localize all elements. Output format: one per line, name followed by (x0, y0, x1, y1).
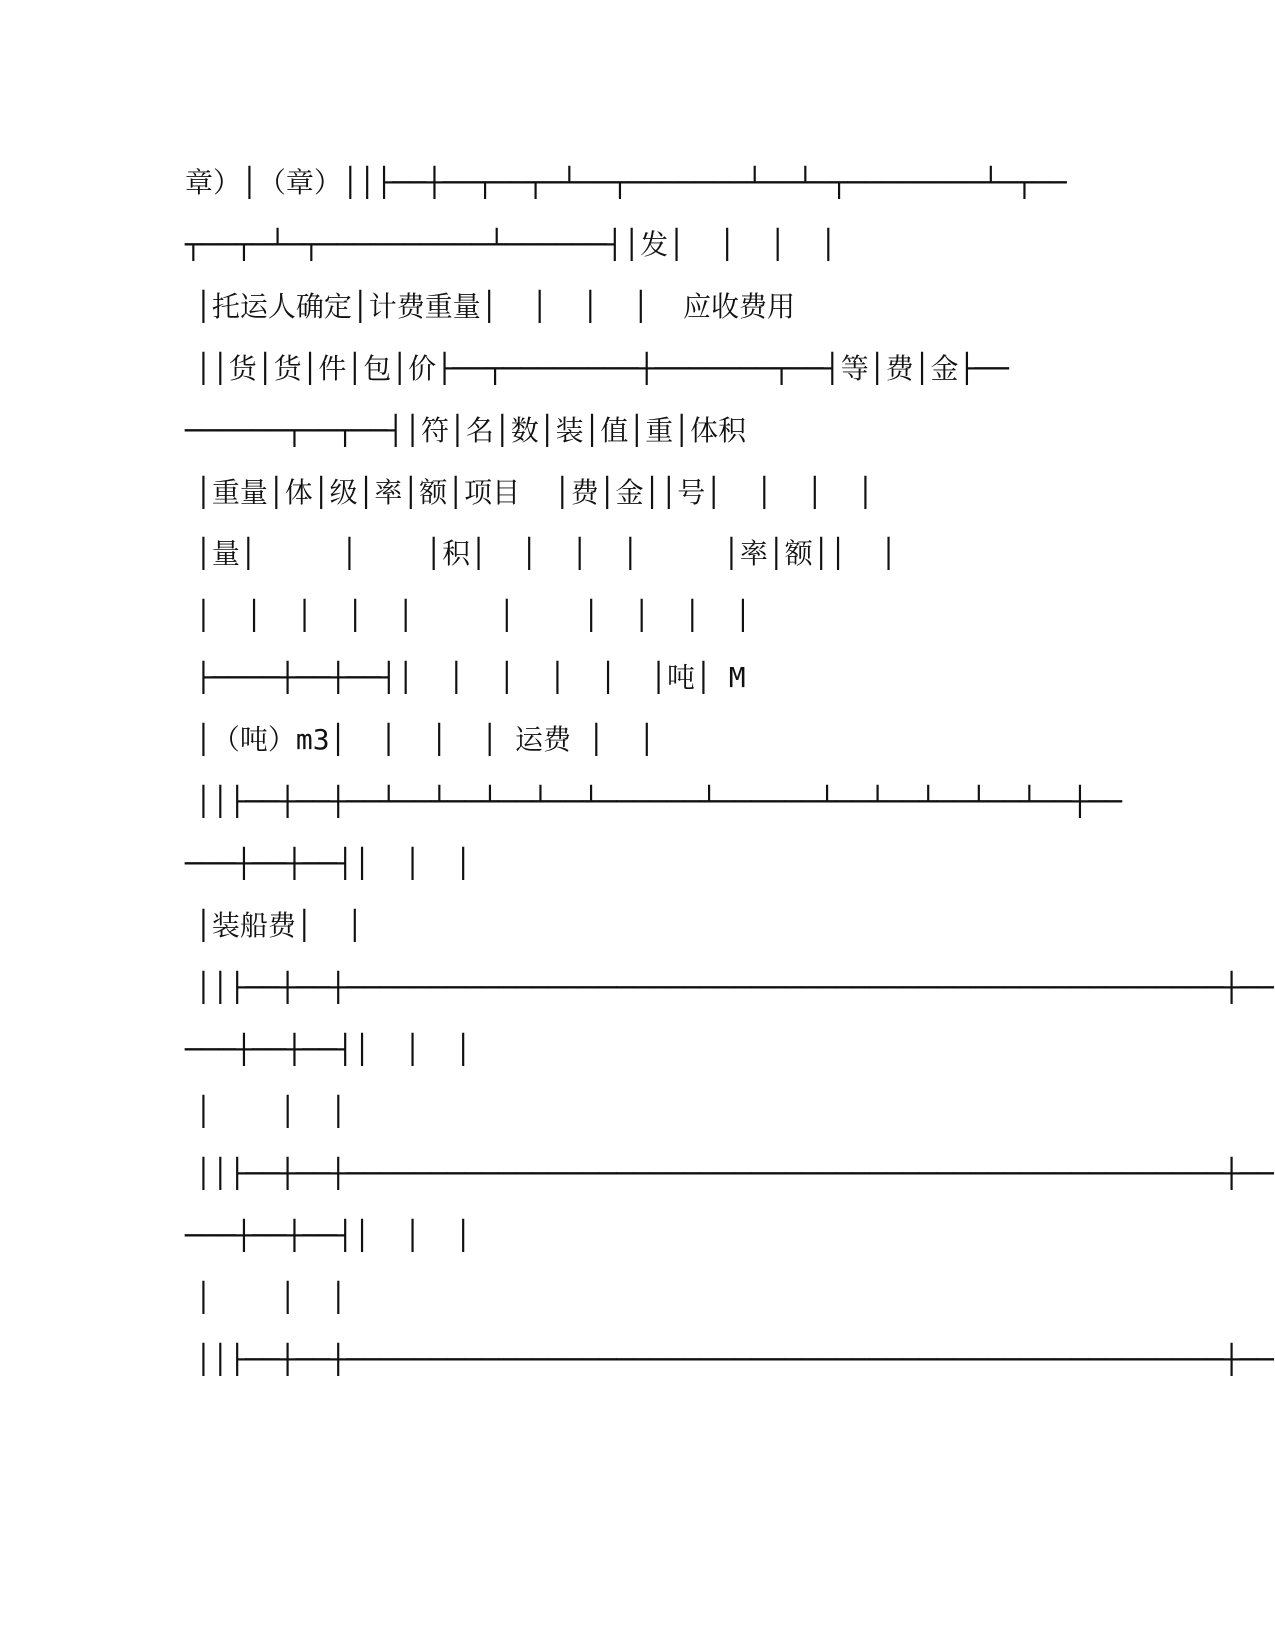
text-line: ││├──┼──┼────────────────────────────────────────────────────┼── (195, 1157, 1274, 1190)
text-line: ───┼──┼──┤│ │ │ (185, 847, 472, 880)
text-line: │装船费│ │ (195, 909, 364, 942)
text-line: ├────┼──┼──┤│ │ │ │ │ │吨│ M (195, 661, 746, 694)
text-line: │重量│体│级│率│额│项目 │费│金││号│ │ │ │ (195, 476, 874, 509)
text-line: ││├──┼──┼────────────────────────────────────────────────────┼── (195, 1343, 1274, 1376)
text-line: │（吨）m3│ │ │ │ 运费 │ │ (195, 723, 656, 756)
text-line: │量│ │ │积│ │ │ │ │率│额││ │ (195, 537, 898, 570)
text-line: ───┼──┼──┤│ │ │ (185, 1219, 472, 1252)
text-line: ││货│货│件│包│价├──┬────────┼───────┬──┤等│费│金├── (195, 352, 1010, 385)
text-line: │ │ │ (195, 1281, 347, 1314)
text-line: ──────┬──┬──┤│符│名│数│装│值│重│体积 (185, 414, 747, 447)
text-line: 章）│（章）││├──┼──┬──┬─┴──┬───────┴──┴─┬────────┴─┬── (185, 166, 1067, 199)
text-line: │ │ │ (195, 1095, 347, 1128)
text-line: │ │ │ │ │ │ │ │ │ │ (195, 599, 752, 632)
text-line: ││├──┼──┼────────────────────────────────────────────────────┼── (195, 971, 1274, 1004)
text-line: │托运人确定│计费重量│ │ │ │ 应收费用 (195, 290, 796, 323)
text-line: ───┼──┼──┤│ │ │ (185, 1033, 472, 1066)
text-line: ││├──┼──┼──┴──┴──┴──┴──┴──────┴──────┴──┴──┴──┴──┴──┼── (195, 785, 1123, 818)
text-line: ┬──┬─┴─┬──────────┴──────┤│发│ │ │ │ (185, 228, 837, 261)
